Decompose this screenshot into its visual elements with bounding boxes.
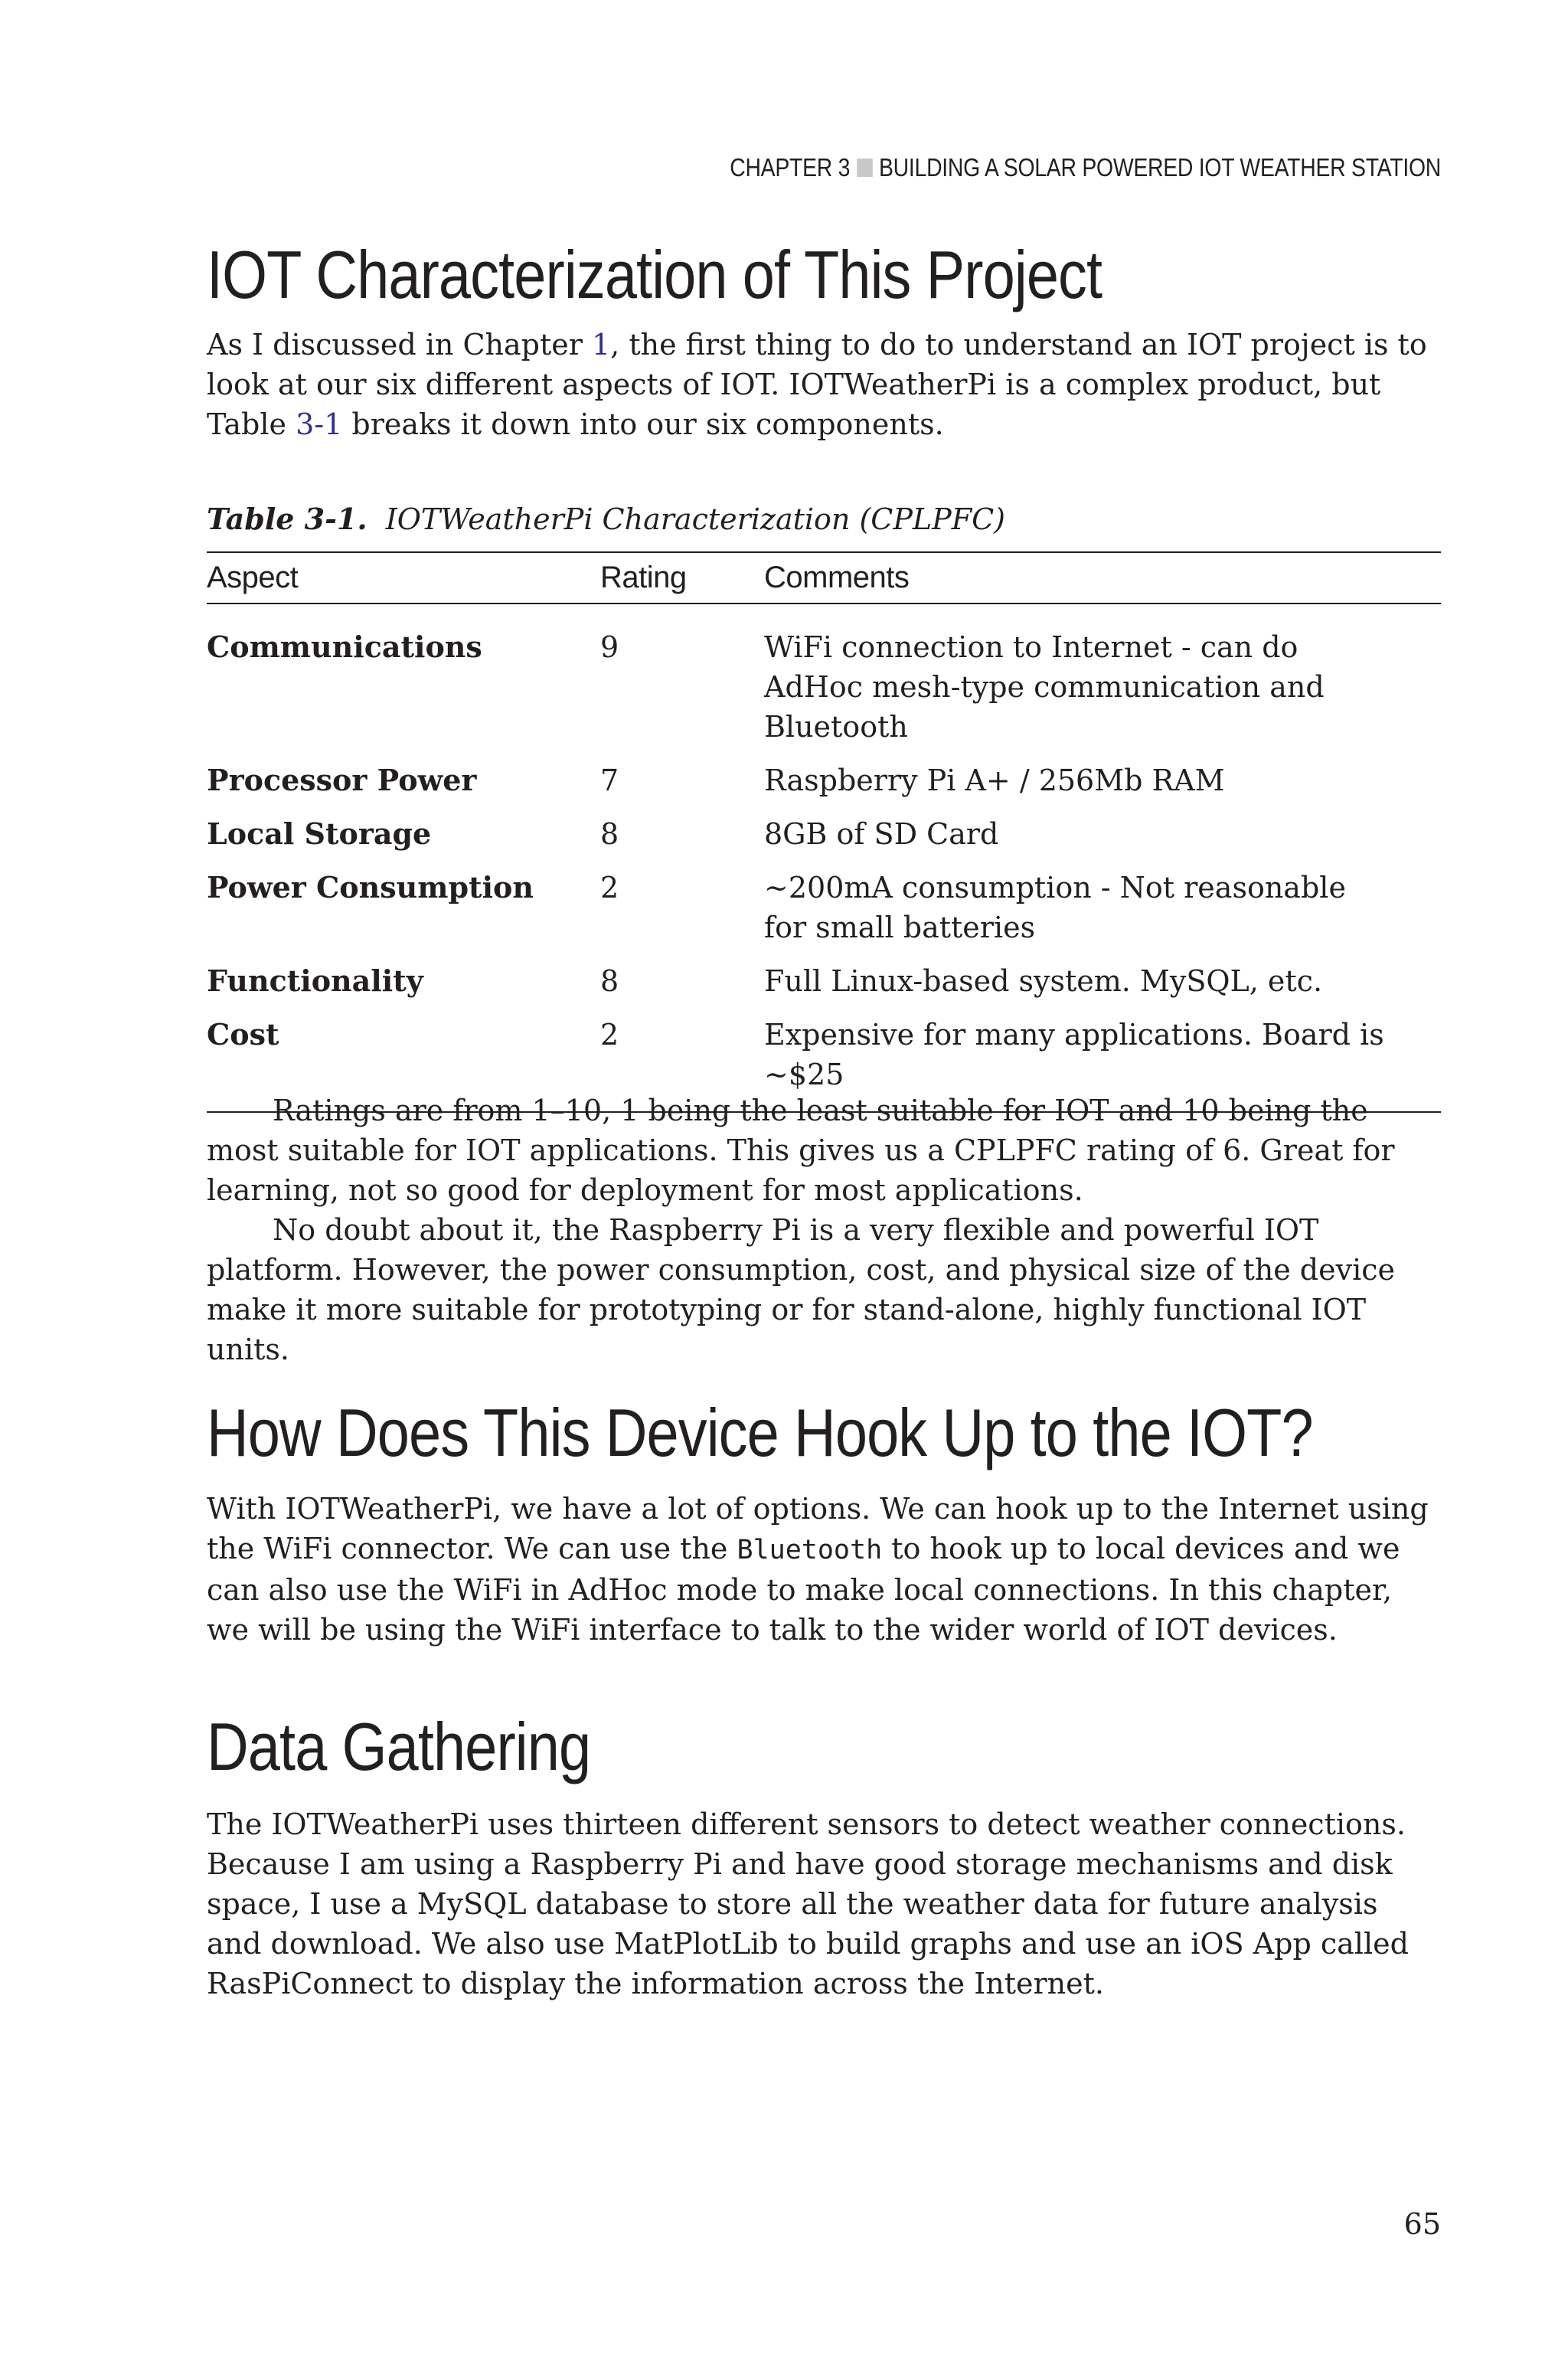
cell-aspect: Communications xyxy=(207,630,482,664)
book-page xyxy=(207,0,1441,2378)
table-row xyxy=(207,814,1441,868)
table-row xyxy=(207,761,1441,814)
chapter-link[interactable]: 1 xyxy=(591,328,611,361)
table-link[interactable]: 3-1 xyxy=(296,407,343,441)
bluetooth-code: Bluetooth xyxy=(737,1535,883,1565)
table-row xyxy=(207,961,1441,1015)
intro-paragraph xyxy=(207,325,1441,444)
cell-rating: 7 xyxy=(600,764,619,797)
cell-aspect: Functionality xyxy=(207,963,423,998)
cell-comments: ~200mA consumption - Not reasonable for small batteries xyxy=(764,871,1346,944)
intro-text-1: As I discussed in Chapter xyxy=(207,328,592,361)
table-caption-label: Table 3-1. xyxy=(207,502,368,536)
table-row xyxy=(207,868,1441,961)
cell-aspect: Local Storage xyxy=(207,816,432,851)
section-heading-data-gathering: Data Gathering xyxy=(207,1709,591,1784)
page-number: 65 xyxy=(1403,2207,1441,2241)
cell-comments: Expensive for many applications. Board is ~$25 xyxy=(764,1018,1384,1091)
intro-text-2: , the first thing to do to understand an IOT project is to look at our six different aspects of IOT. IOTWeatherPi is a complex product, but Table xyxy=(207,328,1427,441)
header-rating: Rating xyxy=(600,552,764,603)
table-row xyxy=(207,603,1441,761)
hook-up-text-2: to hook up to local devices and we can also use the WiFi in AdHoc mode to make local connections. In this chapter, we will be using the WiFi interface to talk to the wider world of IOT devices. xyxy=(207,1532,1400,1647)
running-head xyxy=(730,153,1441,182)
ratings-paragraph: Ratings are from 1–10, 1 being the least suitable for IOT and 10 being the most suitable for IOT applications. This gives us a CPLPFC rating of 6. Great for learning, not so good for deployment for most applications. xyxy=(207,1094,1395,1207)
table-header-row xyxy=(207,552,1441,603)
cell-rating: 8 xyxy=(600,817,619,851)
running-head-chapter: CHAPTER 3 xyxy=(730,153,851,182)
table-caption-title: IOTWeatherPi Characterization (CPLPFC) xyxy=(385,502,1005,536)
cell-comments: WiFi connection to Internet - can do AdHoc mesh-type communication and Bluetooth xyxy=(764,630,1325,744)
section-heading-hook-up: How Does This Device Hook Up to the IOT? xyxy=(207,1395,1313,1470)
running-head-title: BUILDING A SOLAR POWERED IOT WEATHER STATION xyxy=(878,153,1441,182)
cell-aspect: Power Consumption xyxy=(207,870,534,904)
header-comments: Comments xyxy=(764,552,1441,603)
characterization-table xyxy=(207,551,1441,1113)
cell-rating: 2 xyxy=(600,1018,619,1052)
header-aspect: Aspect xyxy=(207,552,600,603)
cell-rating: 9 xyxy=(600,630,619,664)
section-heading-iot-characterization: IOT Characterization of This Project xyxy=(207,237,1102,312)
cell-aspect: Processor Power xyxy=(207,763,477,797)
hook-up-paragraph xyxy=(207,1489,1441,1650)
data-gathering-paragraph: The IOTWeatherPi uses thirteen different sensors to detect weather connections. Because I am using a Raspberry Pi and have good storage mechanisms and disk space, I use a MySQL database to store all the weather data for future analysis and download. We also use MatPlotLib to build graphs and use an iOS App called RasPiConnect to display the information across the Internet. xyxy=(207,1807,1409,2000)
cell-aspect: Cost xyxy=(207,1017,279,1052)
intro-text-3: breaks it down into our six components. xyxy=(342,407,944,441)
separator-square-icon xyxy=(857,159,873,177)
cell-comments: 8GB of SD Card xyxy=(764,817,999,851)
cell-comments: Full Linux-based system. MySQL, etc. xyxy=(764,964,1323,998)
raspberry-pi-paragraph: No doubt about it, the Raspberry Pi is a very flexible and powerful IOT platform. However, the power consumption, cost, and physical size of the device make it more suitable for prototyping or for stand-alone, highly functional IOT units. xyxy=(207,1213,1396,1366)
hook-up-text-1: With IOTWeatherPi, we have a lot of options. We can hook up to the Internet using the WiFi connector. We can use the xyxy=(207,1492,1429,1565)
table-caption xyxy=(207,502,1005,536)
cell-rating: 2 xyxy=(600,871,619,904)
cell-rating: 8 xyxy=(600,964,619,998)
cell-comments: Raspberry Pi A+ / 256Mb RAM xyxy=(764,764,1225,797)
